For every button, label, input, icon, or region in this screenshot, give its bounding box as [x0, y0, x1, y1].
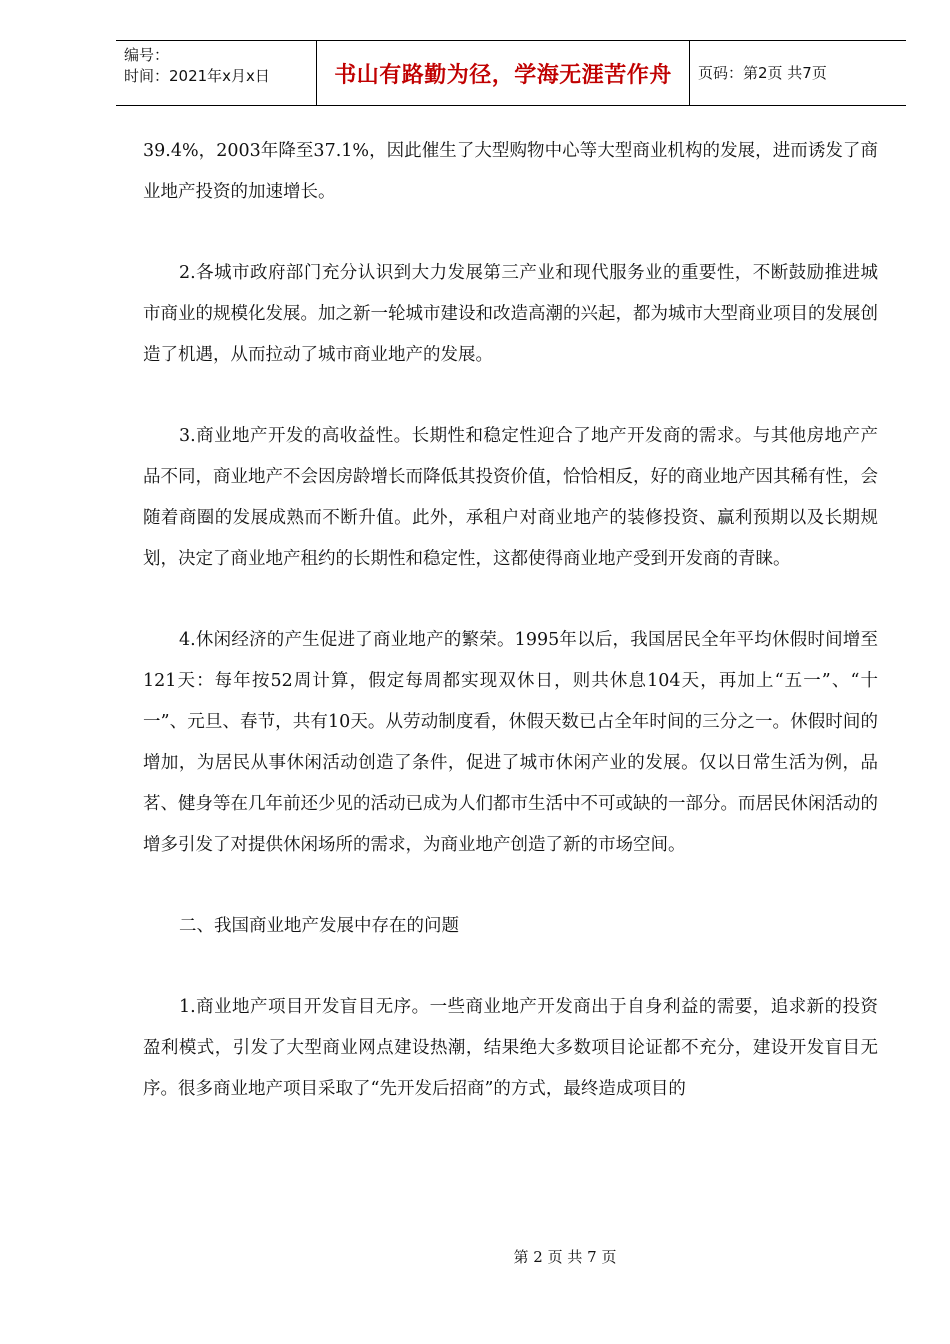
date-label: 时间：2021年x月x日	[124, 67, 270, 85]
header-page-cell	[690, 41, 906, 105]
document-body	[143, 131, 878, 1110]
paragraph-point-3: 3.商业地产开发的高收益性。长期性和稳定性迎合了地产开发商的需求。与其他房地产产品不同，商业地产不会因房龄增长而降低其投资价值，恰恰相反，好的商业地产因其稀有性，会随着商圈的发展成熟而不断升值。此外，承租户对商业地产的装修投资、赢利预期以及长期规划，决定了商业地产租约的长期性和稳定性，这都使得商业地产受到开发商的青睐。	[143, 426, 878, 569]
header-motto-cell	[316, 41, 690, 105]
paragraph-point-2: 2.各城市政府部门充分认识到大力发展第三产业和现代服务业的重要性，不断鼓励推进城市商业的规模化发展。加之新一轮城市建设和改造高潮的兴起，都为城市大型商业项目的发展创造了机遇，从而拉动了城市商业地产的发展。	[143, 263, 878, 365]
paragraph-point-4: 4.休闲经济的产生促进了商业地产的繁荣。1995年以后，我国居民全年平均休假时间增至121天：每年按52周计算，假定每周都实现双休日，则共休息104天，再加上“五一”、“十一”、元旦、春节，共有10天。从劳动制度看，休假天数已占全年时间的三分之一。休假时间的增加，为居民从事休闲活动创造了条件，促进了城市休闲产业的发展。仅以日常生活为例，品茗、健身等在几年前还少见的活动已成为人们都市生活中不可或缺的一部分。而居民休闲活动的增多引发了对提供休闲场所的需求，为商业地产创造了新的市场空间。	[143, 630, 878, 855]
section-heading: 二、我国商业地产发展中存在的问题	[179, 916, 459, 936]
header-page-info: 页码：第2页 共7页	[698, 63, 827, 82]
serial-number-label: 编号：	[124, 46, 170, 64]
footer-page-number: 第 2 页 共 7 页	[513, 1248, 617, 1266]
page-footer	[0, 1246, 950, 1267]
paragraph-problem-1: 1.商业地产项目开发盲目无序。一些商业地产开发商出于自身利益的需要，追求新的投资盈利模式，引发了大型商业网点建设热潮，结果绝大多数项目论证都不充分，建设开发盲目无序。很多商业地产项目采取了“先开发后招商”的方式，最终造成项目的	[143, 997, 878, 1099]
paragraph-continued: 39.4%，2003年降至37.1%，因此催生了大型购物中心等大型商业机构的发展，进而诱发了商业地产投资的加速增长。	[143, 141, 878, 202]
header-meta	[116, 41, 316, 105]
page-header	[116, 40, 906, 106]
header-motto: 书山有路勤为径，学海无涯苦作舟	[334, 62, 672, 88]
